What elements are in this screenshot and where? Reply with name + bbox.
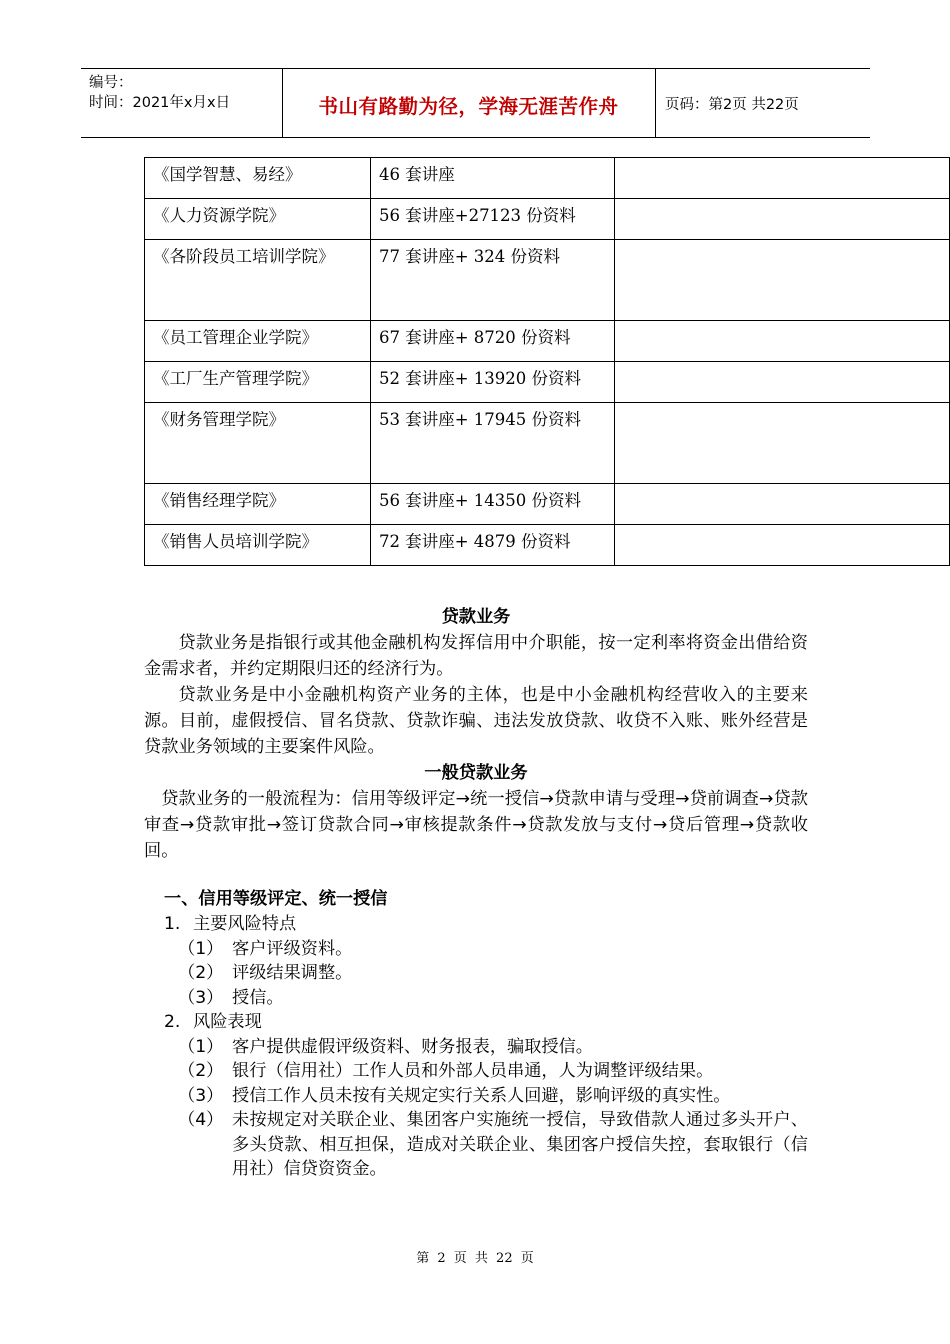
table-cell-name [145, 321, 371, 362]
table-cell-name [145, 199, 371, 240]
table-row [145, 525, 950, 566]
cell-text: 67 套讲座+ 8720 份资料 [379, 328, 571, 347]
list-text: 评级结果调整。 [232, 963, 353, 983]
paragraph: 贷款业务是中小金融机构资产业务的主体，也是中小金融机构经营收入的主要来源。目前，虚假授信、冒名贷款、贷款诈骗、违法发放贷款、收贷不入账、账外经营是贷款业务领域的主要案件风险。 [144, 685, 808, 757]
table-cell-extra [615, 525, 950, 566]
list-text: 客户提供虚假评级资料、财务报表，骗取授信。 [232, 1036, 593, 1057]
table-cell-content [371, 362, 615, 403]
cell-text: 53 套讲座+ 17945 份资料 [379, 410, 582, 429]
table-cell-name [145, 403, 371, 484]
subsection-number: 2. [164, 1012, 181, 1032]
list-marker: （2） [178, 963, 224, 983]
list-item [144, 986, 808, 1011]
table-cell-name [145, 525, 371, 566]
list-marker: （3） [178, 1085, 224, 1106]
table-cell-content [371, 158, 615, 199]
list-text: 授信工作人员未按有关规定实行关系人回避，影响评级的真实性。 [232, 1085, 731, 1106]
table-cell-extra [615, 484, 950, 525]
article-subtitle: 一般贷款业务 [424, 763, 528, 783]
list-marker: （1） [178, 1036, 224, 1057]
paragraph: 贷款业务是指银行或其他金融机构发挥信用中介职能，按一定利率将资金出借给资金需求者，并约定期限归还的经济行为。 [144, 633, 808, 679]
cell-text: 《国学智慧、易经》 [153, 165, 302, 184]
list-marker: （3） [178, 987, 224, 1008]
subsection-title: 主要风险特点 [193, 914, 297, 934]
table-cell-content [371, 199, 615, 240]
table-cell-name [145, 240, 371, 321]
cell-text: 《财务管理学院》 [153, 410, 285, 429]
subsection-title: 风险表现 [193, 1012, 262, 1032]
table-row [145, 240, 950, 321]
cell-text: 《销售经理学院》 [153, 491, 285, 510]
cell-text: 56 套讲座+27123 份资料 [379, 206, 576, 225]
table-row [145, 362, 950, 403]
article-body [144, 604, 808, 1182]
list-item [144, 1108, 808, 1182]
table-row [145, 321, 950, 362]
table-row [145, 484, 950, 525]
header-divider [655, 69, 656, 137]
cell-text: 77 套讲座+ 324 份资料 [379, 247, 561, 266]
subsection-number: 1. [164, 914, 181, 934]
cell-text: 46 套讲座 [379, 165, 455, 184]
table-cell-content [371, 484, 615, 525]
header-meta [89, 73, 230, 113]
list-item [144, 1059, 808, 1084]
table-cell-extra [615, 158, 950, 199]
subsection-heading [144, 912, 808, 937]
cell-text: 52 套讲座+ 13920 份资料 [379, 369, 582, 388]
subsection-heading [144, 1010, 808, 1035]
header-motto: 书山有路勤为径，学海无涯苦作舟 [318, 95, 619, 118]
cell-text: 《各阶段员工培训学院》 [153, 247, 335, 266]
list-marker: （1） [178, 938, 224, 959]
table-cell-name [145, 362, 371, 403]
cell-text: 《工厂生产管理学院》 [153, 369, 318, 388]
list-text: 授信。 [232, 987, 284, 1008]
header-page-info: 页码：第2页 共22页 [665, 97, 799, 113]
list-text: 银行（信用社）工作人员和外部人员串通，人为调整评级结果。 [232, 1061, 714, 1081]
table-cell-extra [615, 362, 950, 403]
table-row [145, 158, 950, 199]
list-text: 未按规定对关联企业、集团客户实施统一授信，导致借款人通过多头开户、多头贷款、相互担保，造成对关联企业、集团客户授信失控，套取银行（信用社）信贷资资金。 [232, 1110, 808, 1179]
cell-text: 《员工管理企业学院》 [153, 328, 318, 347]
table-cell-content [371, 403, 615, 484]
list-item [144, 961, 808, 986]
table-cell-extra [615, 321, 950, 362]
list-marker: （2） [178, 1061, 224, 1081]
cell-text: 《人力资源学院》 [153, 206, 285, 225]
table-cell-extra [615, 403, 950, 484]
list-marker: （4） [178, 1110, 224, 1130]
table-cell-extra [615, 240, 950, 321]
list-item [144, 937, 808, 962]
list-text: 客户评级资料。 [232, 938, 353, 959]
table-cell-extra [615, 199, 950, 240]
header-time-label: 时间：2021年x月x日 [89, 95, 231, 111]
table-cell-name [145, 158, 371, 199]
table-cell-content [371, 525, 615, 566]
cell-text: 《销售人员培训学院》 [153, 532, 318, 551]
table-cell-content [371, 240, 615, 321]
header-number-label: 编号： [89, 75, 133, 91]
page-header [81, 68, 870, 138]
table-cell-name [145, 484, 371, 525]
table-row [145, 403, 950, 484]
cell-text: 72 套讲座+ 4879 份资料 [379, 532, 571, 551]
table-cell-content [371, 321, 615, 362]
article-title: 贷款业务 [441, 607, 511, 627]
list-item [144, 1084, 808, 1109]
page-footer: 第 2 页 共 22 页 [416, 1251, 534, 1266]
cell-text: 56 套讲座+ 14350 份资料 [379, 491, 582, 510]
table-row [145, 199, 950, 240]
list-item [144, 1035, 808, 1060]
section-heading: 一、信用等级评定、统一授信 [164, 889, 388, 909]
course-table [144, 157, 950, 566]
paragraph: 贷款业务的一般流程为：信用等级评定→统一授信→贷款申请与受理→贷前调查→贷款审查→贷款审批→签订贷款合同→审核提款条件→贷款发放与支付→贷后管理→贷款收回。 [144, 789, 808, 861]
